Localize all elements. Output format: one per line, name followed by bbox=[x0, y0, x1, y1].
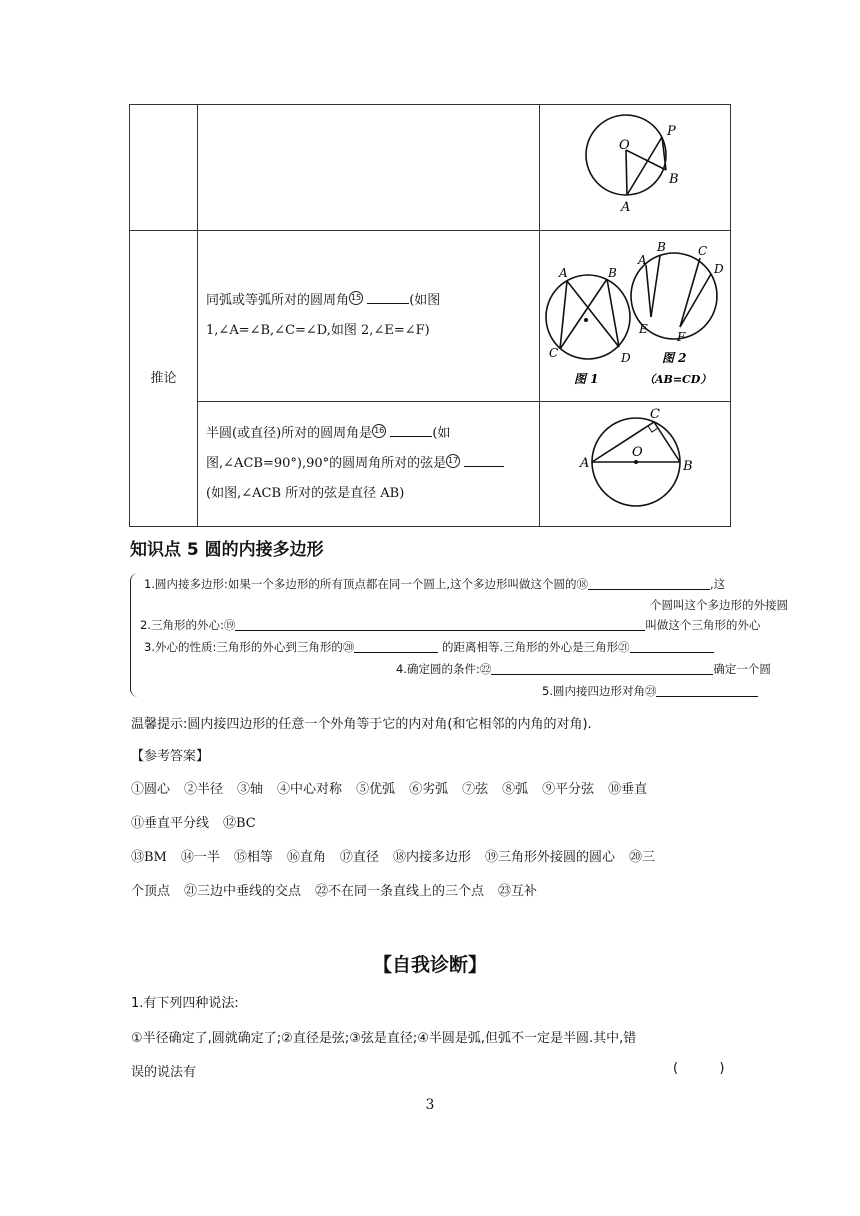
svg-text:D: D bbox=[713, 262, 724, 276]
answer-item: ⑫BC bbox=[223, 816, 256, 831]
figure-semicircle bbox=[539, 402, 730, 527]
diagnosis-title: 【自我诊断】 bbox=[372, 954, 487, 976]
tip-text: 温馨提示:圆内接四边形的任意一个外角等于它的内对角(和它相邻的内角的对角). bbox=[131, 717, 592, 732]
answer-item: ⑭一半 bbox=[180, 850, 220, 865]
answer-item: ㉑三边中垂线的交点 bbox=[184, 884, 302, 899]
answer-item: ⑬BM bbox=[131, 850, 167, 865]
kp-l4-end: 确定一个圆 bbox=[713, 662, 771, 676]
svg-text:D: D bbox=[620, 351, 631, 365]
answer-item: ④中心对称 bbox=[277, 782, 343, 797]
answer-item: ③轴 bbox=[237, 782, 264, 797]
table-row bbox=[130, 105, 731, 231]
blank-19 bbox=[235, 617, 645, 631]
answer-item: ⑱内接多边形 bbox=[392, 850, 471, 865]
same-arc-text-3: 1,∠A=∠B,∠C=∠D,如图 2,∠E=∠F) bbox=[206, 323, 430, 338]
same-arc-text: 同弧或等弧所对的圆周角 bbox=[206, 293, 350, 308]
kp-line-4 bbox=[396, 661, 771, 677]
svg-text:B: B bbox=[668, 172, 679, 187]
figure-inscribed-angle bbox=[539, 105, 730, 231]
answers-heading: 【参考答案】 bbox=[131, 749, 210, 764]
svg-text:B: B bbox=[682, 459, 693, 474]
blank-20 bbox=[354, 639, 438, 653]
answer-item: ㉓互补 bbox=[498, 884, 538, 899]
fig2-caption: 图 2 bbox=[661, 351, 687, 365]
svg-text:A: A bbox=[620, 200, 631, 215]
svg-text:A: A bbox=[637, 253, 647, 267]
circled-number: 17 bbox=[446, 454, 460, 468]
answers-line-3 bbox=[131, 846, 669, 865]
same-arc-text-2: (如图 bbox=[409, 293, 441, 308]
kp-l1-text: 1.圆内接多边形:如果一个多边形的所有顶点都在同一个圆上,这个多边形叫做这个圆的⑱ bbox=[144, 577, 588, 591]
table-row bbox=[130, 402, 731, 527]
kp-l2-end: 叫做这个三角形的外心 bbox=[645, 618, 761, 632]
inference-same-arc bbox=[198, 231, 540, 402]
answer-item: ①圆心 bbox=[131, 782, 171, 797]
answer-item: ⑲三角形外接圆的圆心 bbox=[484, 850, 615, 865]
semicircle-text-2: (如 bbox=[432, 426, 451, 441]
brace bbox=[130, 573, 139, 697]
answer-item: ②半径 bbox=[184, 782, 224, 797]
blank-23 bbox=[656, 683, 758, 697]
table-row bbox=[130, 231, 731, 402]
answers-line-4 bbox=[131, 880, 551, 899]
kp-l2-text: 2.三角形的外心:⑲ bbox=[140, 618, 236, 632]
circled-number: 16 bbox=[372, 424, 386, 438]
svg-text:B: B bbox=[656, 240, 666, 254]
blank-15 bbox=[367, 289, 409, 304]
kp-line-1 bbox=[144, 576, 725, 592]
svg-text:A: A bbox=[558, 266, 568, 280]
svg-text:A: A bbox=[579, 456, 590, 471]
answers-line-2 bbox=[131, 812, 270, 831]
question-1-statements: ①半径确定了,圆就确定了;②直径是弦;③弦是直径;④半圆是弧,但弧不一定是半圆.其中,错 bbox=[131, 1031, 637, 1046]
answer-item: ⑰直径 bbox=[339, 850, 379, 865]
svg-text:P: P bbox=[666, 124, 676, 139]
row1-header bbox=[130, 105, 198, 231]
fig1-caption: 图 1 bbox=[573, 372, 599, 386]
svg-text:O: O bbox=[631, 445, 643, 460]
answer-item: ⑧弧 bbox=[502, 782, 529, 797]
row1-text bbox=[198, 105, 540, 231]
svg-text:O: O bbox=[618, 138, 630, 153]
kp-l3-mid: 的距离相等.三角形的外心是三角形㉑ bbox=[442, 640, 630, 654]
svg-text:B: B bbox=[607, 266, 617, 280]
blank-18 bbox=[588, 576, 710, 590]
blank-17 bbox=[464, 452, 504, 467]
answer-item: ㉒不在同一条直线上的三个点 bbox=[315, 884, 485, 899]
kp-line-2 bbox=[140, 617, 760, 633]
svg-text:C: C bbox=[697, 244, 708, 258]
kp-l4-text: 4.确定圆的条件:㉒ bbox=[396, 662, 492, 676]
answer-item: ⑥劣弧 bbox=[409, 782, 449, 797]
semicircle-text: 半圆(或直径)所对的圆周角是 bbox=[206, 426, 373, 441]
kp-l1-end: ,这 bbox=[710, 577, 726, 591]
answers-line-1 bbox=[131, 778, 661, 797]
row-header-inference: 推论 bbox=[130, 231, 198, 527]
answer-item: 个顶点 bbox=[131, 884, 171, 899]
figure-same-arc bbox=[539, 231, 730, 402]
blank-22 bbox=[491, 661, 713, 675]
answer-parentheses: ( ) bbox=[673, 1061, 725, 1076]
fig2-note: （AB=CD） bbox=[643, 373, 712, 386]
answer-item: ⑤优弧 bbox=[356, 782, 396, 797]
svg-text:F: F bbox=[676, 330, 686, 344]
circled-number: 15 bbox=[349, 291, 363, 305]
svg-text:E: E bbox=[638, 322, 648, 336]
page-number: 3 bbox=[425, 1097, 435, 1113]
blank-16 bbox=[390, 422, 432, 437]
kp-line-5 bbox=[542, 683, 758, 699]
blank-21 bbox=[630, 639, 714, 653]
inference-semicircle bbox=[198, 402, 540, 527]
semicircle-text-4: (如图,∠ACB 所对的弦是直径 AB) bbox=[206, 486, 405, 501]
answer-item: ⑩垂直 bbox=[608, 782, 648, 797]
section-title: 知识点 5 圆的内接多边形 bbox=[130, 540, 324, 560]
answer-item: ⑯直角 bbox=[286, 850, 326, 865]
theory-table bbox=[129, 104, 731, 527]
kp-l3-text: 3.外心的性质:三角形的外心到三角形的⑳ bbox=[144, 640, 355, 654]
answer-item: ⑮相等 bbox=[233, 850, 273, 865]
kp-l5-text: 5.圆内接四边形对角㉓ bbox=[542, 684, 657, 698]
semicircle-text-3: 图,∠ACB=90°),90°的圆周角所对的弦是 bbox=[206, 456, 447, 471]
answer-item: ⑨平分弦 bbox=[542, 782, 595, 797]
question-1-intro: 1.有下列四种说法: bbox=[131, 996, 239, 1011]
answer-item: ⑳三 bbox=[628, 850, 655, 865]
question-1-prompt: 误的说法有 bbox=[131, 1065, 197, 1080]
svg-text:C: C bbox=[548, 346, 559, 360]
svg-text:C: C bbox=[649, 407, 660, 422]
answer-item: ⑪垂直平分线 bbox=[131, 816, 210, 831]
kp-line-1b: 个圆叫这个多边形的外接圆 bbox=[650, 598, 788, 612]
answer-item: ⑦弦 bbox=[462, 782, 489, 797]
kp-line-3 bbox=[144, 639, 714, 655]
